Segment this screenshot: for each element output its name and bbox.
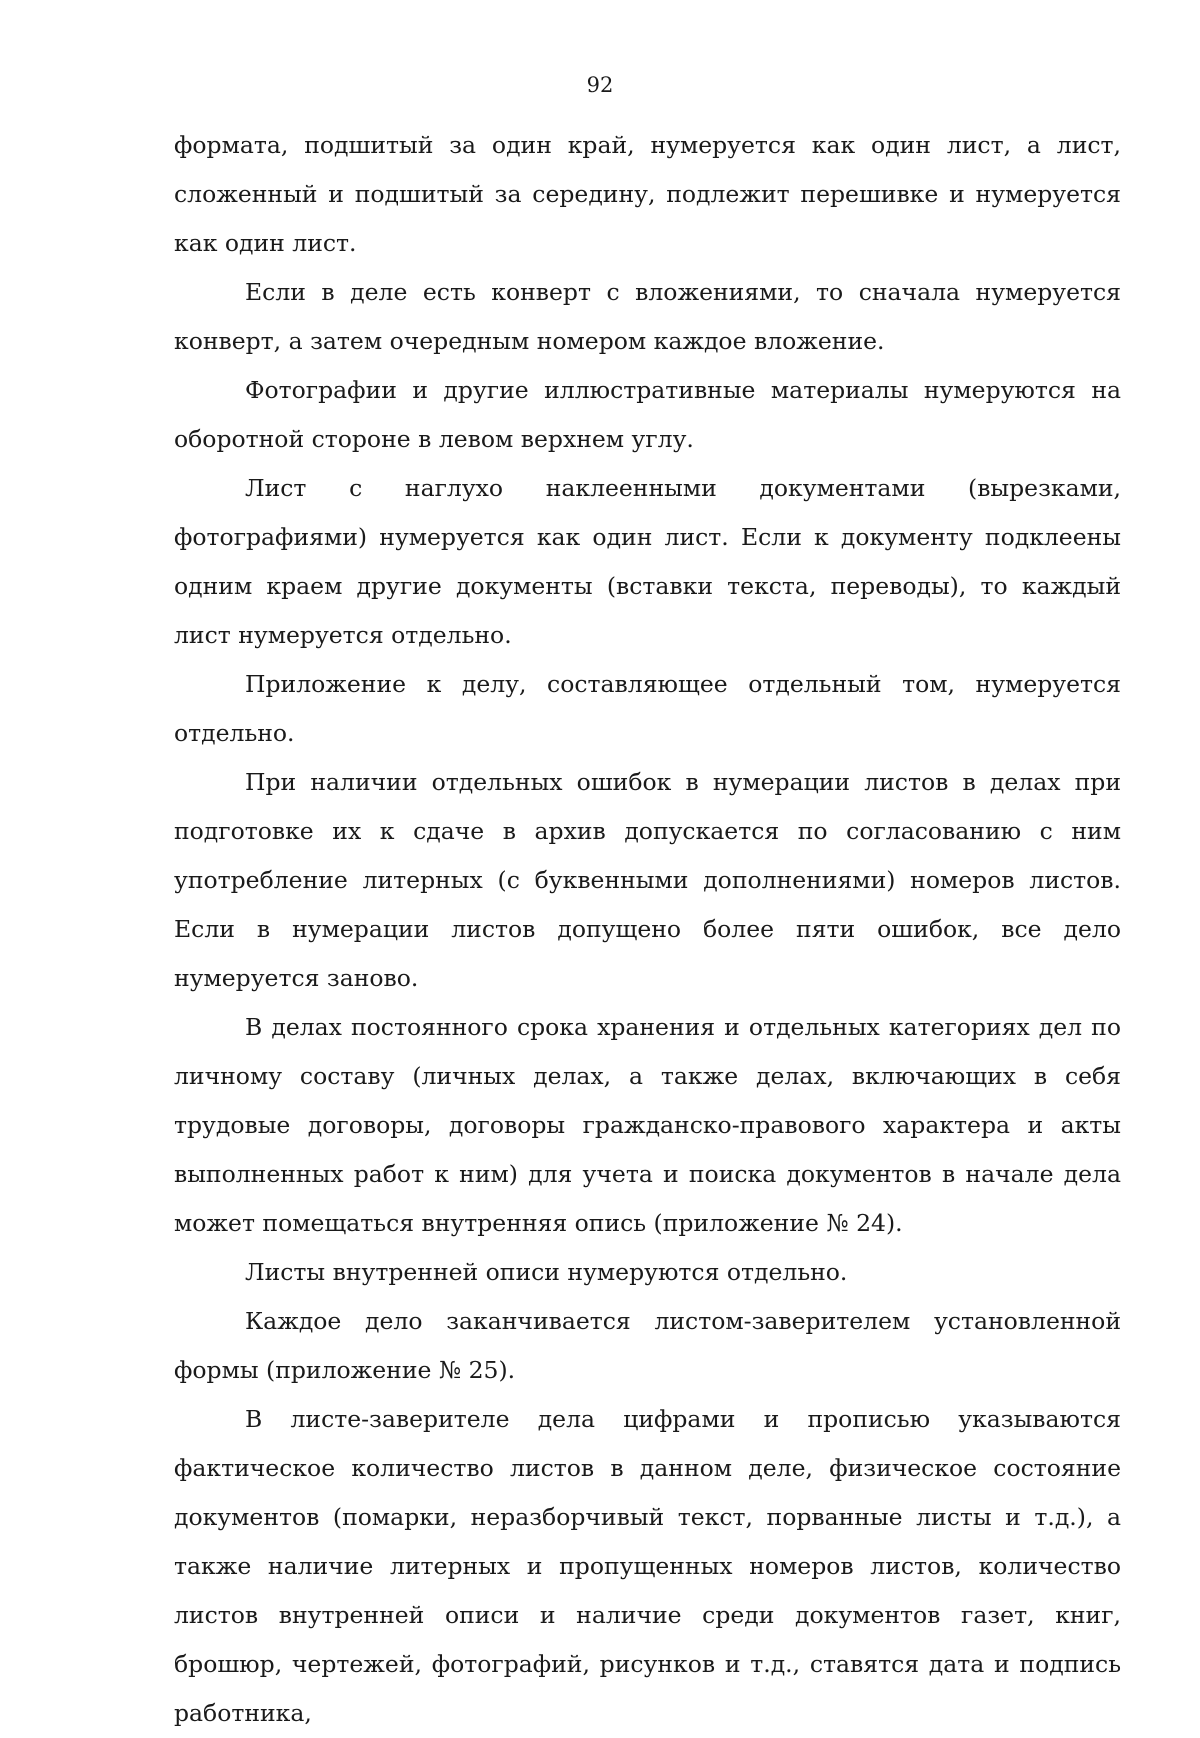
paragraph-certification-sheet: Каждое дело заканчивается листом-заверителем установленной формы (приложение № 25). (174, 1307, 1121, 1384)
paragraph-photographs: Фотографии и другие иллюстративные материалы нумеруются на оборотной стороне в левом верхнем углу. (174, 376, 1121, 453)
document-body (174, 121, 1121, 1738)
paragraph-certification-details: В листе-заверителе дела цифрами и прописью указываются фактическое количество листов в данном деле, физическое состояние документов (помарки, неразборчивый текст, порванные листы и т.д.), а также наличие литерных и пропущенных номеров листов, количество листов внутренней описи и наличие среди документов газет, книг, брошюр, чертежей, фотографий, рисунков и т.д., ставятся дата и подпись работника, (174, 1405, 1121, 1727)
paragraph-internal-inventory: В делах постоянного срока хранения и отдельных категориях дел по личному составу (личных делах, а также делах, включающих в себя трудовые договоры, договоры гражданско-правового характера и акты выполненных работ к ним) для учета и поиска документов в начале дела может помещаться внутренняя опись (приложение № 24). (174, 1013, 1121, 1237)
page-number: 92 (586, 73, 614, 97)
paragraph-numbering-errors: При наличии отдельных ошибок в нумерации листов в делах при подготовке их к сдаче в архив допускается по согласованию с ним употребление литерных (с буквенными дополнениями) номеров листов. Если в нумерации листов допущено более пяти ошибок, все дело нумеруется заново. (174, 768, 1121, 992)
paragraph-pasted-documents: Лист с наглухо наклеенными документами (вырезками, фотографиями) нумеруется как один лист. Если к документу подклеены одним краем другие документы (вставки текста, переводы), то каждый лист нумеруется отдельно. (174, 474, 1121, 649)
paragraph-inventory-sheets: Листы внутренней описи нумеруются отдельно. (245, 1258, 848, 1286)
paragraph-continuation: формата, подшитый за один край, нумеруется как один лист, а лист, сложенный и подшитый за середину, подлежит перешивке и нумеруется как один лист. (174, 131, 1121, 257)
paragraph-appendix-volume: Приложение к делу, составляющее отдельный том, нумеруется отдельно. (174, 670, 1121, 747)
paragraph-envelope: Если в деле есть конверт с вложениями, то сначала нумеруется конверт, а затем очередным номером каждое вложение. (174, 278, 1121, 355)
